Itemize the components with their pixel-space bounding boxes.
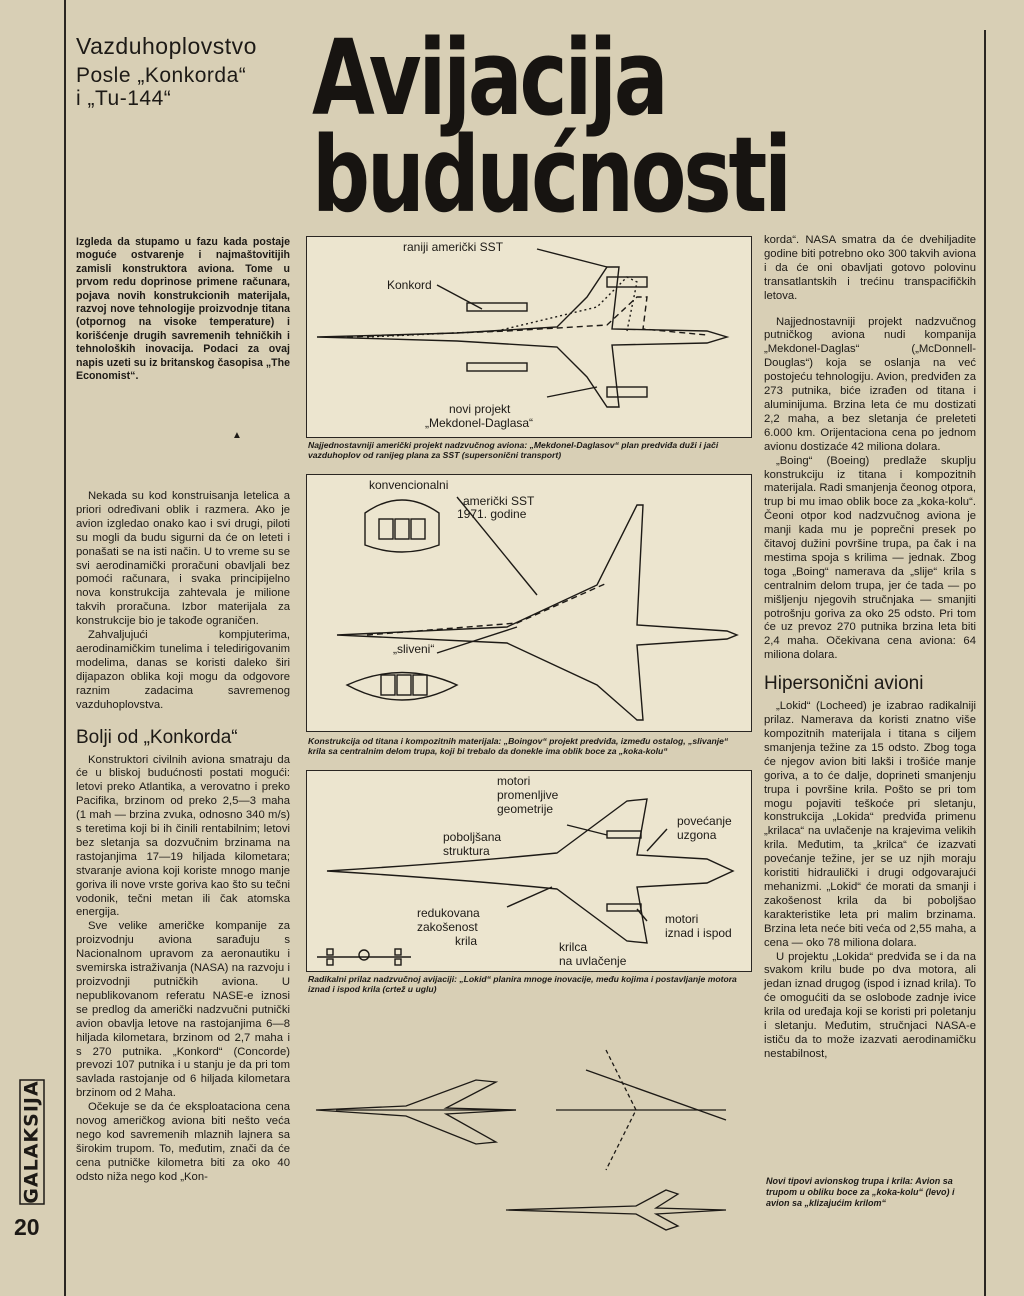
fig3-label-reduced: redukovana <box>417 906 480 920</box>
intro-bullet: ▲ <box>232 430 242 441</box>
fig3-label-above-below: iznad i ispod <box>665 926 732 940</box>
headline-line-2: budućnosti <box>312 114 789 236</box>
figure-4-caption: Novi tipovi avionskog trupa i krila: Avion sa trupom u obliku boce za „koka-kolu“ (levo) i avion sa „klizajućim krilom“ <box>766 1176 955 1208</box>
right-paragraph-2: Najjednostavniji projekt nadzvučnog putničkog aviona nudi kompanija „Mekdonel-Daglas“ („McDonnell-Douglas“) koja se oslanja na već postojeću tehnologiju. Avion, predviđen za 273 putnika, biće izrađen od titana i aluminijuma. Brzina leta će mu dostizati 2,2 maha, a bez sletanja će preleteti 6.000 km. Orijentaciona cena po jednom avionu dostizaće 42 miliona dolara. <box>764 315 976 453</box>
leader-line <box>547 387 597 397</box>
left-paragraph-3: Konstruktori civilnih aviona smatraju da će u bliskoj budućnosti postati mogući: letovi preko Atlantika, a verovatno i preko Pacifika, brzinom od preko 2,5—3 maha (1 mah — brzina zvuka, odnosno 340 m/s) s teretima koji bi ih činili rentabilnim; letovi bez sletanja sa dozvučnim brzinama na rastojanjima 17—19 hiljada kilometara; stvaranje aviona koji koriste mnogo manje goriva ili nove vrste goriva kao što su tečni vodonik, tečni metan ili čak atomska energija. <box>76 753 290 919</box>
fig1-label-new-project: novi projekt <box>449 402 511 416</box>
1971-sst-outline <box>367 583 607 635</box>
fig1-label-concorde: Konkord <box>387 278 432 292</box>
coke-bottle-aircraft <box>316 1080 516 1144</box>
front-view-engine <box>395 949 401 955</box>
fig3-label-wing: krila <box>455 934 478 948</box>
leader-line <box>647 829 667 851</box>
fig2-label-american-sst: američki SST <box>463 494 535 508</box>
tail-engine <box>607 277 647 287</box>
fig3-label-sweep: zakošenost <box>417 920 478 934</box>
figure-2-drawing <box>307 475 751 731</box>
fig1-label-earlier-sst: raniji američki SST <box>403 240 504 254</box>
leader-line <box>637 909 647 921</box>
figure-2-caption: Konstrukcija od titana i kompozitnih materijala: „Boingov“ projekt predviđa, između ostalog, „slivanje“ krila sa centralnim delom trupa, koji bi trebalo da doneklе ima oblik boce za „koka-kolu“ <box>308 736 729 757</box>
fig3-label-structure: struktura <box>443 844 490 858</box>
front-view-engine <box>395 959 401 965</box>
fig3-label-variable: promenljive <box>497 788 559 802</box>
front-view-fuselage <box>359 950 369 960</box>
left-paragraph-4: Sve velike američke kompanije za proizvodnju aviona sarađuju s Nacionalnom upravom za aeronautiku i svemirska istraživanja (NASA) na razvoju i proizvodnji putničkih aviona. U nepublikovanom referatu NASE-e iznosi se predlog da američki nadzvučni putnički avion obavlja letove na rastojanjima 6—8 hiljada kilometara, brzinom od 2,7 maha i s 270 putnika. „Konkord“ (Concorde) prevozi 107 putnika i u stanju je da pri tom savlada rastojanje od 6 hiljada kilometara brzinom od 2 Maha. <box>76 920 290 1100</box>
subtitle-line-1: Posle „Konkorda“ <box>76 64 247 87</box>
figure-4-drawing <box>306 1010 750 1286</box>
fig3-label-motors-2: motori <box>665 912 699 926</box>
engine-nacelle <box>467 303 527 311</box>
fig2-label-blended: „sliveni“ <box>393 642 435 656</box>
right-paragraph-3: „Boing“ (Boeing) predlaže skuplju konstrukciju iz titana i kompozitnih materijala. Radi smanjenja čeonog otpora, trup bi mu imao oblik boce za „koka-kolu“. Čeoni otpor kod nadzvučnog aviona je manji kada mu je poprečni presek po čitavoj dužini površine trupa, pa čak i na mestima spoja s krilima — jednak. Zbog toga „Boing“ namerava da „slije“ krila s centralnim delom trupa, jer će tada — po mišljenju njegovih stručnjaka — smanjiti potrošnju goriva za oko 25 odsto. Pri tom će uz prevoz 270 putnika brzina leta biti 2,4 maha. Očekivana cena aviona: 64 miliona dolara. <box>764 454 976 662</box>
front-view-engine <box>327 949 333 955</box>
fig3-label-lift: uzgona <box>677 828 717 842</box>
galaksija-vertical-logo <box>18 1078 46 1206</box>
right-paragraph-5: U projektu „Lokida“ predviđa se i da na svakom krilu bude po dva motora, ali jedan iznad drugog (ispod i iznad krila). To će omogućiti da se oslobode zadnje ivice krila od uređaja koji se koristi pri poletanju i sletanju. Međutim, stručnjaci NASA-e ističu da to može izazvati aerodinamičku nestabilnost, <box>764 950 976 1060</box>
left-column <box>76 490 290 1185</box>
seat <box>381 675 395 695</box>
fig3-label-motors: motori <box>497 774 531 788</box>
fig1-label-mcdonnell: „Mekdonel-Daglasa“ <box>425 416 534 430</box>
slewed-wing <box>586 1070 726 1120</box>
figure-3-caption: Radikalni prilaz nadzvučnoj avijaciji: „Lokid“ planira mnoge inovacije, među kojima i postavljanje motora iznad i ispod krila (crtež u uglu) <box>308 974 737 995</box>
seat <box>397 675 411 695</box>
seat <box>411 519 425 539</box>
seat <box>413 675 427 695</box>
engine-nacelle <box>467 363 527 371</box>
slewed-wing-aircraft <box>506 1190 726 1230</box>
figure-4-fuselage-types <box>306 1010 750 1286</box>
left-margin-rule <box>64 0 66 1296</box>
left-paragraph-1: Nekada su kod konstruisanja letelica a priori određivani oblik i razmera. Ako je avion izgledao onako kao i svi drugi, piloti su mogli da budu sigurni da će on leteti i ponašati se na isti način. U to vreme su se svi aerodinamički proračuni obavljali bez pomoći računara, i svaka principijelno nova konstrukcija zahtevala je milione takvih proračuna. Izbor materijala za konstrukcije bio je takođe ograničen. <box>76 490 290 628</box>
right-paragraph-4: „Lokid“ (Locheed) je izabrao radikalniji prilaz. Namerava da koristi znatno više kompozitnih materijala i titana s ciljem smanjenja težine za 15 odsto. Zbog toga će njegov avion biti lakši i trošiće manje goriva, a to će dalje, doprineti smanjenju trupa i površine krila. Pošto se pri tom mogu pojaviti teškoće pri sletanju, konstrukcija „Lokida“ predviđa primenu „krilaca“ na uvlačenje na krajevima velikih krila. Međutim, ta „krilca“ će izazvati povećanje težine, jer se uz njih moraju koristiti hidraulički i drugi odgovarajući mehanizmi. „Lokid“ će morati da smanji i zakošenost krila da bi poboljšao karakteristike leta pri malim brzinama. Brzina leta neće biti veća od 2,55 maha, a cena — oko 78 miliona dolara. <box>764 700 976 949</box>
leader-line <box>507 887 552 907</box>
fig3-label-improved: poboljšana <box>443 830 502 844</box>
figure-2-boeing-design <box>306 474 752 732</box>
figure-3-lockheed-design <box>306 770 752 972</box>
section-label: Vazduhoplovstvo <box>76 33 257 59</box>
blended-fuselage-section <box>347 673 457 701</box>
leader-line <box>567 825 607 835</box>
seat <box>379 519 393 539</box>
subtitle-line-2: i „Tu-144“ <box>76 87 172 110</box>
right-margin-rule <box>984 30 986 1296</box>
fig2-label-1971: 1971. godine <box>457 507 527 521</box>
figure-3-drawing <box>307 771 751 971</box>
right-column <box>764 234 976 1062</box>
fig2-label-conventional: konvencionalni <box>369 478 449 492</box>
headline-line-1: Avijacija <box>312 17 666 139</box>
page-number: 20 <box>14 1214 40 1240</box>
figure-1-drawing <box>307 237 751 437</box>
figure-1-caption: Najjednostavniji američki projekt nadzvučnog aviona: „Mekdonel-Daglasov“ plan predviđa duži i jači vazduhoplov od ranijeg plana za SST (supersonični transport) <box>308 440 719 461</box>
leader-line <box>437 285 482 309</box>
front-view-engine <box>327 959 333 965</box>
tail-engine <box>607 387 647 397</box>
fig3-label-retractable: na uvlačenje <box>559 954 627 968</box>
side-brand-text: GALAKSIJA <box>20 1080 43 1204</box>
figure-1-sst-comparison <box>306 236 752 438</box>
engine-above-wing <box>607 831 641 838</box>
leader-line <box>537 249 607 267</box>
left-paragraph-2: Zahvaljujući kompjuterima, aerodinamičkim tunelima i teledirigovanim modelima, danas se koristi daleko širi dijapazon oblika koji mogu da odgovore raznim zadacima savremenog vazduhoplovstva. <box>76 629 290 711</box>
conventional-fuselage-section <box>365 500 439 552</box>
fig3-label-increase: povećanje <box>677 814 732 828</box>
left-paragraph-5: Očekuje se da će eksploatacionа cena novog američkog aviona biti nešto veća nego kod savremenih mlaznih lajnera sa širokim trupom. To, međutim, znači da će cena putničke kilometra biti za oko 40 odsto niža nego kod „Kon- <box>76 1101 290 1183</box>
intro-paragraph: Izgleda da stupamo u fazu kada postaje moguće ostvarenje i najmaštovitijih zamisli konstruktora aviona. Tome u prvom redu doprinose primene računara, pojava novih konstrukcionih materijala, razvoj nove tehnologije proizvodnje titana (otpornog na visoke temperature) i korišćenje drugih savremenih tehničkih i tehnoloških inovacija. Podaci za ovaj napis uzeti su iz britanskog časopisa „The Economist“. <box>76 236 290 383</box>
right-paragraph-1: korda“. NASA smatra da će dvehiljadite godine biti potrebno oko 300 takvih aviona i da će oni obavljati gotovo polovinu transatlantskih i trećinu transpacifičkih letova. <box>764 234 976 302</box>
fig3-label-geometry: geometrije <box>497 802 554 816</box>
heading-bolji-od-konkorda: Bolji od „Konkorda“ <box>76 726 238 748</box>
fig3-label-flaps: krilca <box>559 940 588 954</box>
seat <box>395 519 409 539</box>
heading-hipersonicni-avioni: Hipersonični avioni <box>764 673 924 695</box>
engine-below-wing <box>607 904 641 911</box>
